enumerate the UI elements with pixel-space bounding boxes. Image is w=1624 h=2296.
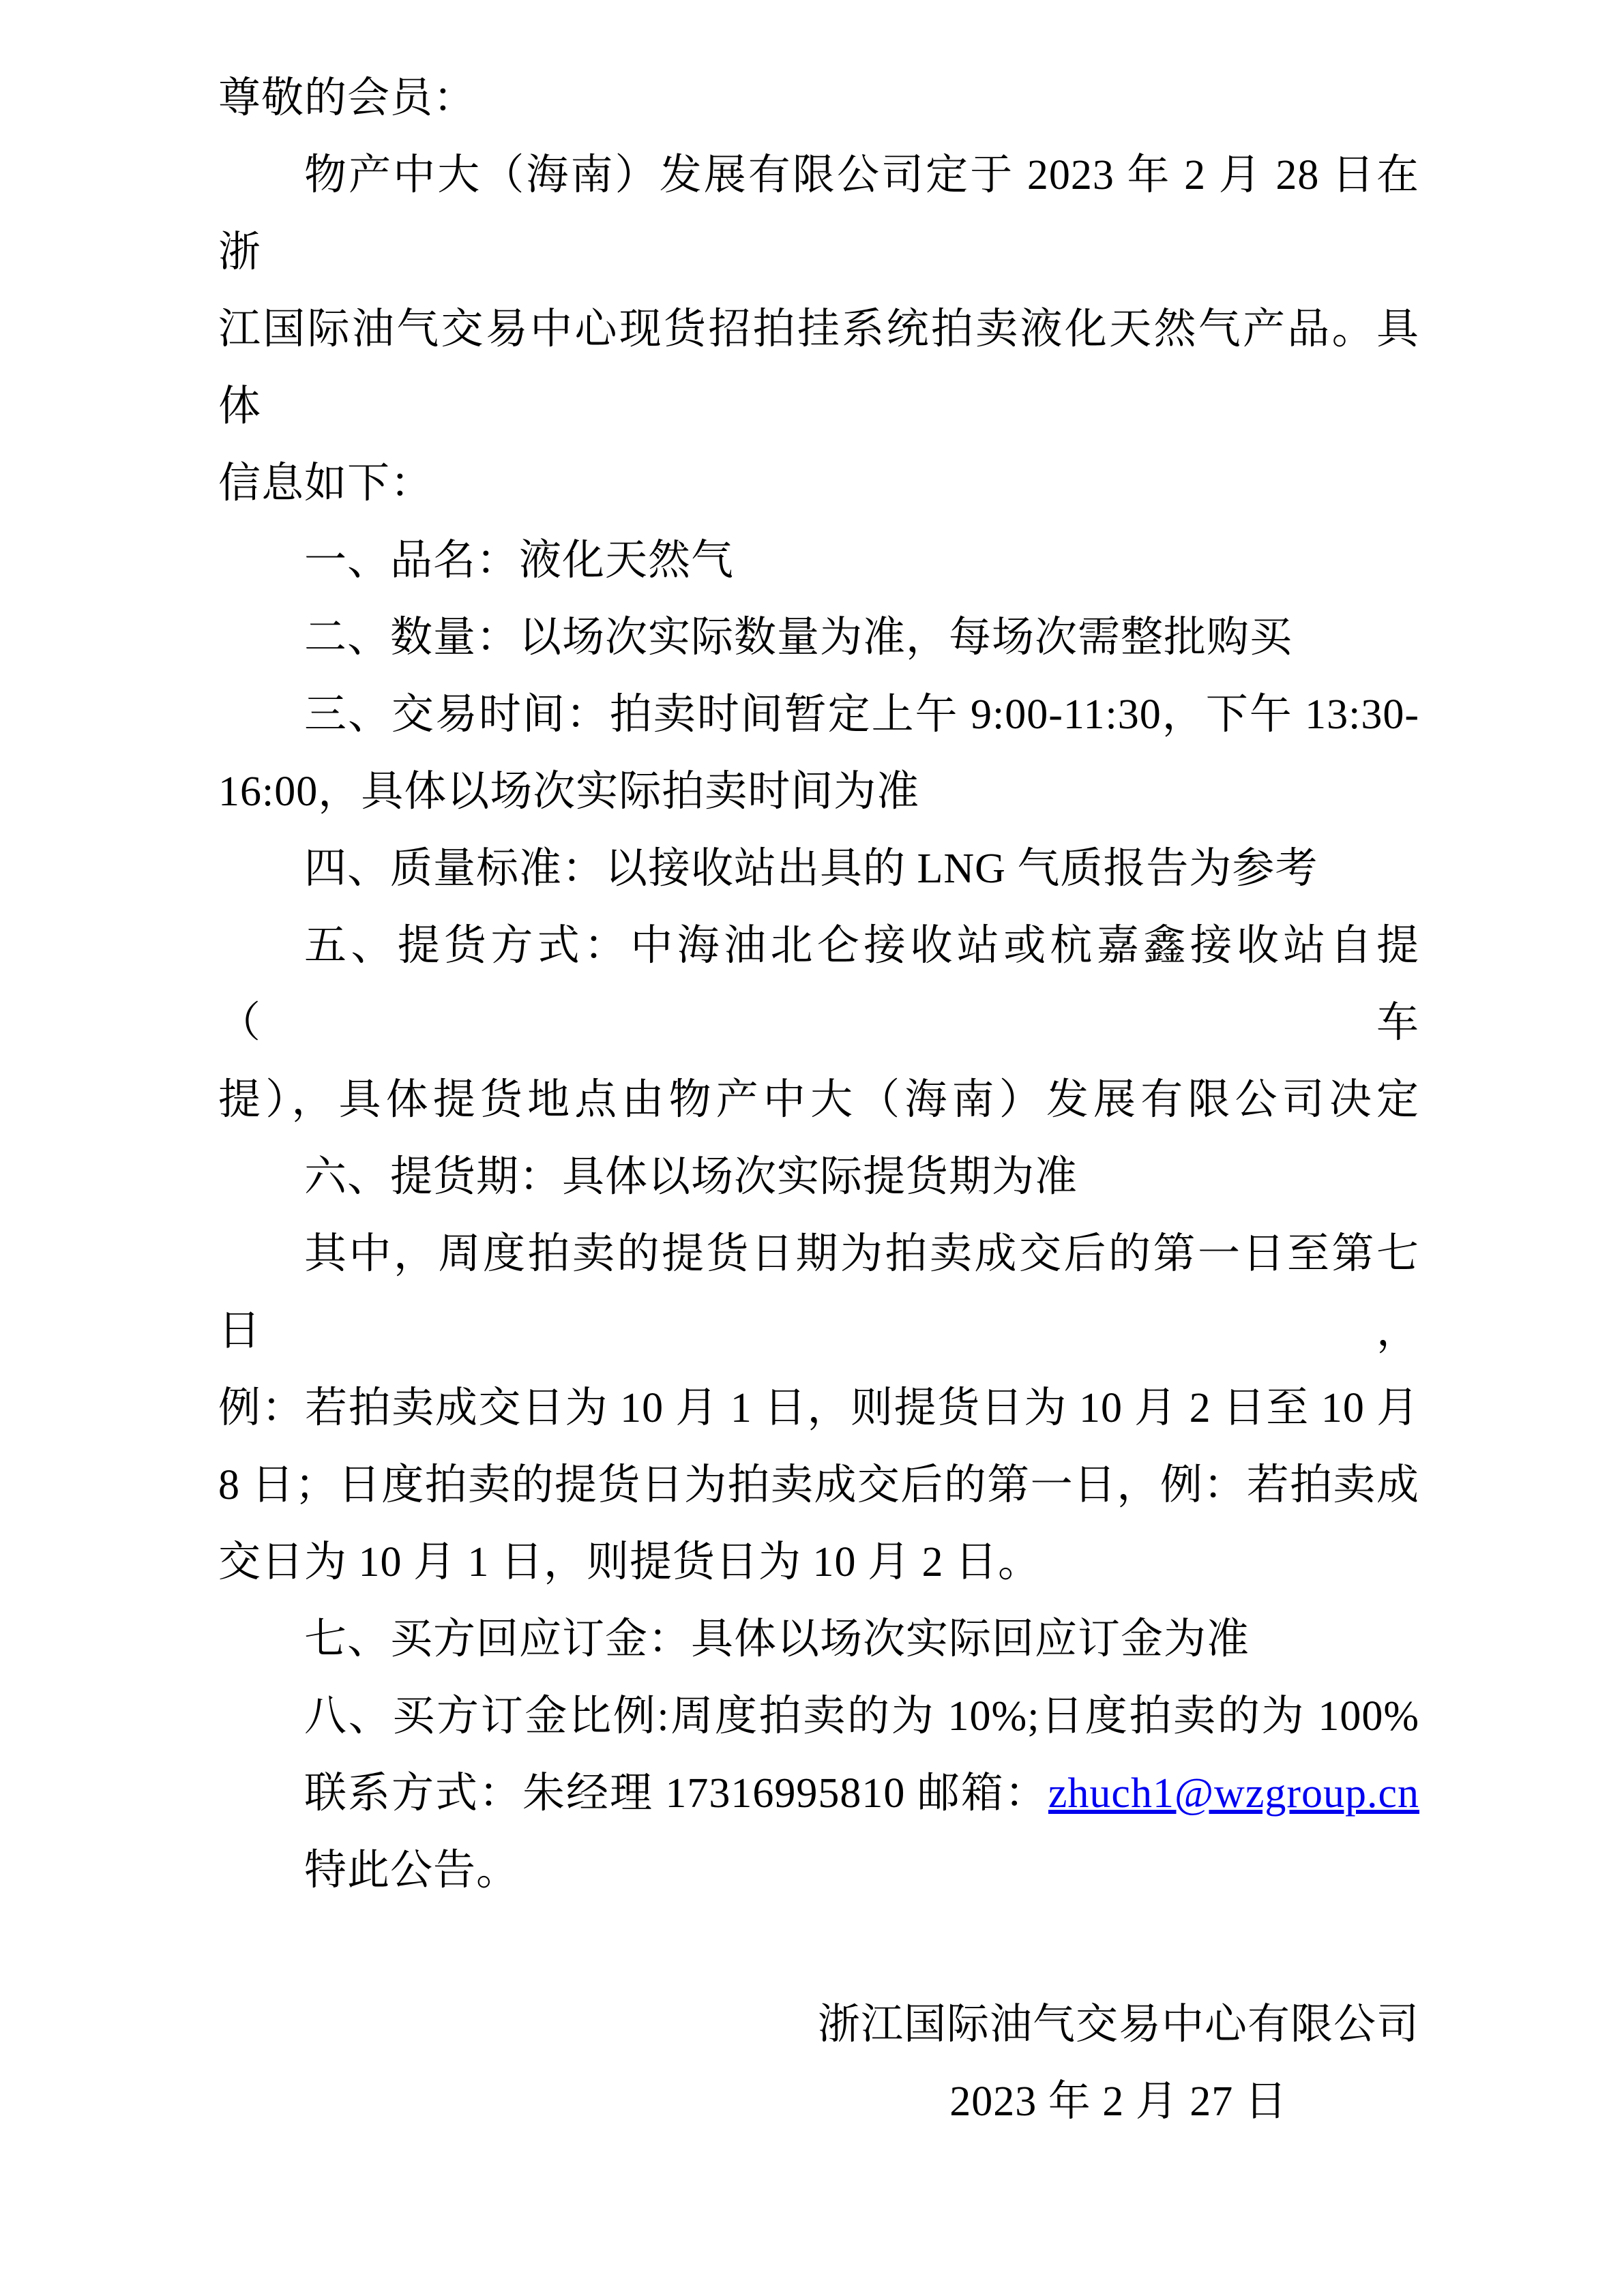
item-4-quality-standard: 四、质量标准：以接收站出具的 LNG 气质报告为参考 <box>304 846 1318 892</box>
closing-line: 特此公告。 <box>304 1847 520 1894</box>
signature-block <box>818 1986 1419 2141</box>
item-7-response-deposit: 七、买方回应订金：具体以场次实际回应订金为准 <box>304 1616 1250 1663</box>
intro-line-3: 信息如下： <box>218 460 434 507</box>
contact-label: 联系方式：朱经理 17316995810 邮箱： <box>304 1770 1048 1817</box>
salutation-line: 尊敬的会员： <box>218 75 477 121</box>
intro-line-1: 物产中大（海南）发展有限公司定于 2023 年 2 月 28 日在浙 <box>218 152 1419 275</box>
item-3-trading-time-2: 16:00，具体以场次实际拍卖时间为准 <box>218 769 920 815</box>
item-8-deposit-ratio: 八、买方订金比例:周度拍卖的为 10%;日度拍卖的为 100% <box>304 1693 1419 1740</box>
item-2-quantity: 二、数量：以场次实际数量为准，每场次需整批购买 <box>304 614 1293 661</box>
email-link[interactable]: zhuch1@wzgroup.cn <box>1048 1770 1419 1817</box>
item-5-pickup-method-2: 提），具体提货地点由物产中大（海南）发展有限公司决定 <box>218 1077 1419 1123</box>
item-5-pickup-method-1: 五、提货方式：中海油北仑接收站或杭嘉鑫接收站自提（车 <box>218 923 1419 1046</box>
pickup-period-note-4: 交日为 10 月 1 日，则提货日为 10 月 2 日。 <box>218 1539 1042 1585</box>
contact-line <box>218 1755 1419 1832</box>
item-1-product-name: 一、品名：液化天然气 <box>304 537 735 584</box>
signature-company: 浙江国际油气交易中心有限公司 <box>817 2001 1419 2048</box>
pickup-period-note-2: 例：若拍卖成交日为 10 月 1 日，则提货日为 10 月 2 日至 10 月 <box>218 1385 1419 1431</box>
intro-line-2: 江国际油气交易中心现货招拍挂系统拍卖液化天然气产品。具体 <box>218 306 1419 430</box>
pickup-period-note-3: 8 日；日度拍卖的提货日为拍卖成交后的第一日，例：若拍卖成 <box>218 1462 1419 1508</box>
signature-date: 2023 年 2 月 27 日 <box>949 2078 1288 2125</box>
pickup-period-note-1: 其中，周度拍卖的提货日期为拍卖成交后的第一日至第七日， <box>218 1231 1419 1354</box>
item-6-pickup-period: 六、提货期：具体以场次实际提货期为准 <box>304 1154 1078 1200</box>
item-3-trading-time-1: 三、交易时间：拍卖时间暂定上午 9:00-11:30，下午 13:30- <box>304 691 1419 738</box>
